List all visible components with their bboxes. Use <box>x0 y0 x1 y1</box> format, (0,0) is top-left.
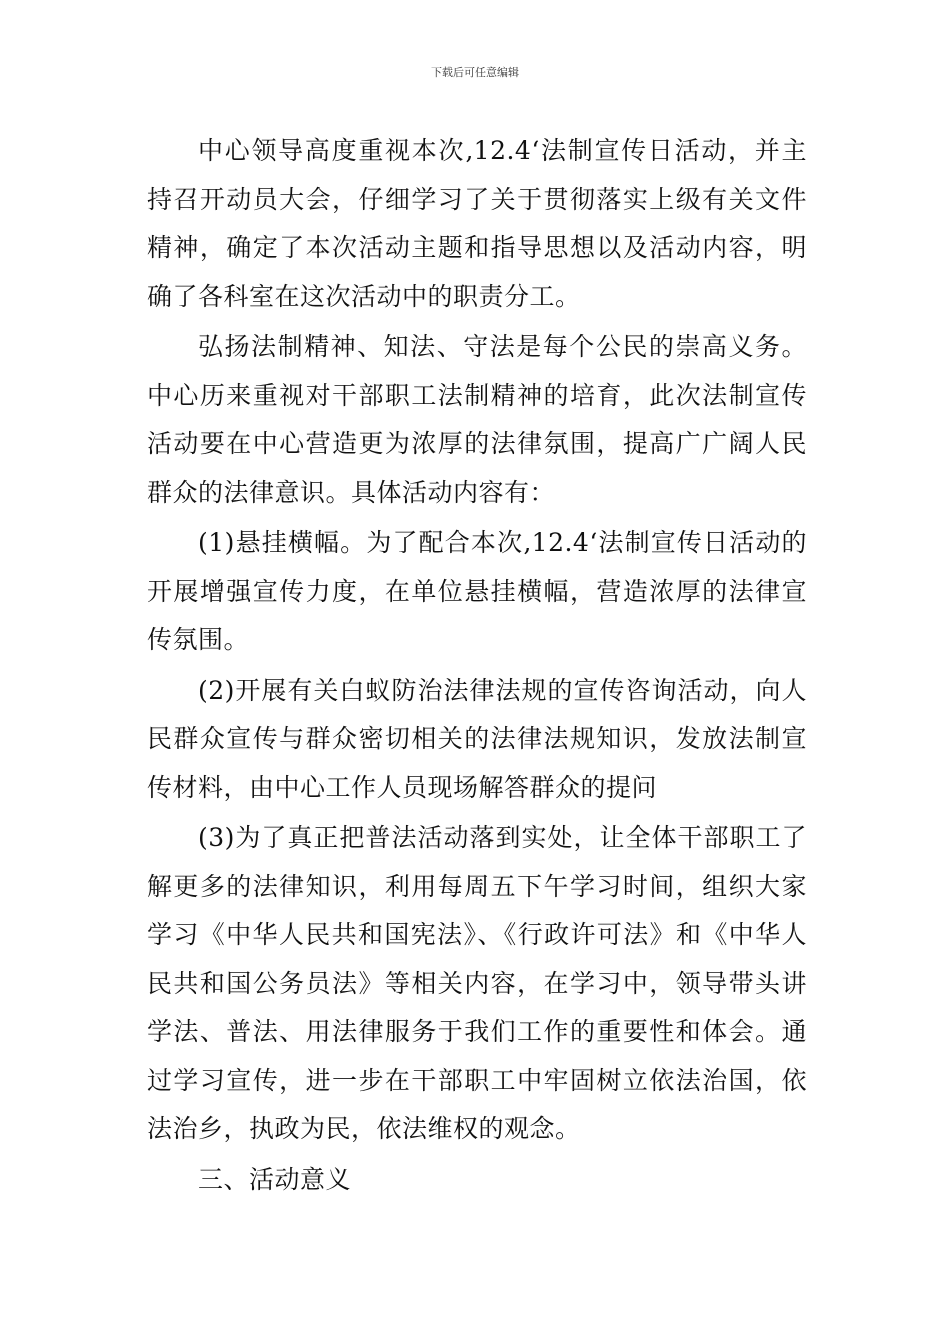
document-body <box>147 127 807 1206</box>
section-heading-activity-significance: 三、活动意义 <box>198 1164 352 1194</box>
page-header-note: 下载后可任意编辑 <box>431 66 519 79</box>
paragraph-leadership: 中心领导高度重视本次‚12.4‘法制宣传日活动，并主持召开动员大会，仔细学习了关于贯彻落实上级有关文件精神，确定了本次活动主题和指导思想以及活动内容，明确了各科室在这次活动中的职责分工。 <box>147 136 807 311</box>
paragraph-item-3-study: (3)为了真正把普法活动落到实处，让全体干部职工了解更多的法律知识，利用每周五下午学习时间，组织大家学习《中华人民共和国宪法》、《行政许可法》和《中华人民共和国公务员法》等相关内容，在学习中，领导带头讲学法、普法、用法律服务于我们工作的重要性和体会。通过学习宣传，进一步在干部职工中牢固树立依法治国，依法治乡，执政为民，依法维权的观念。 <box>147 823 807 1143</box>
paragraph-legal-spirit: 弘扬法制精神、知法、守法是每个公民的崇高义务。中心历来重视对干部职工法制精神的培育，此次法制宣传活动要在中心营造更为浓厚的法律氛围，提高广广阔人民群众的法律意识。具体活动内容有： <box>147 332 807 507</box>
paragraph-item-2-consultation: (2)开展有关白蚁防治法律法规的宣传咨询活动，向人民群众宣传与群众密切相关的法律法规知识，发放法制宣传材料，由中心工作人员现场解答群众的提问 <box>147 675 807 802</box>
paragraph-item-1-banner: (1)悬挂横幅。为了配合本次‚12.4‘法制宣传日活动的开展增强宣传力度，在单位悬挂横幅，营造浓厚的法律宣传氛围。 <box>147 528 807 654</box>
